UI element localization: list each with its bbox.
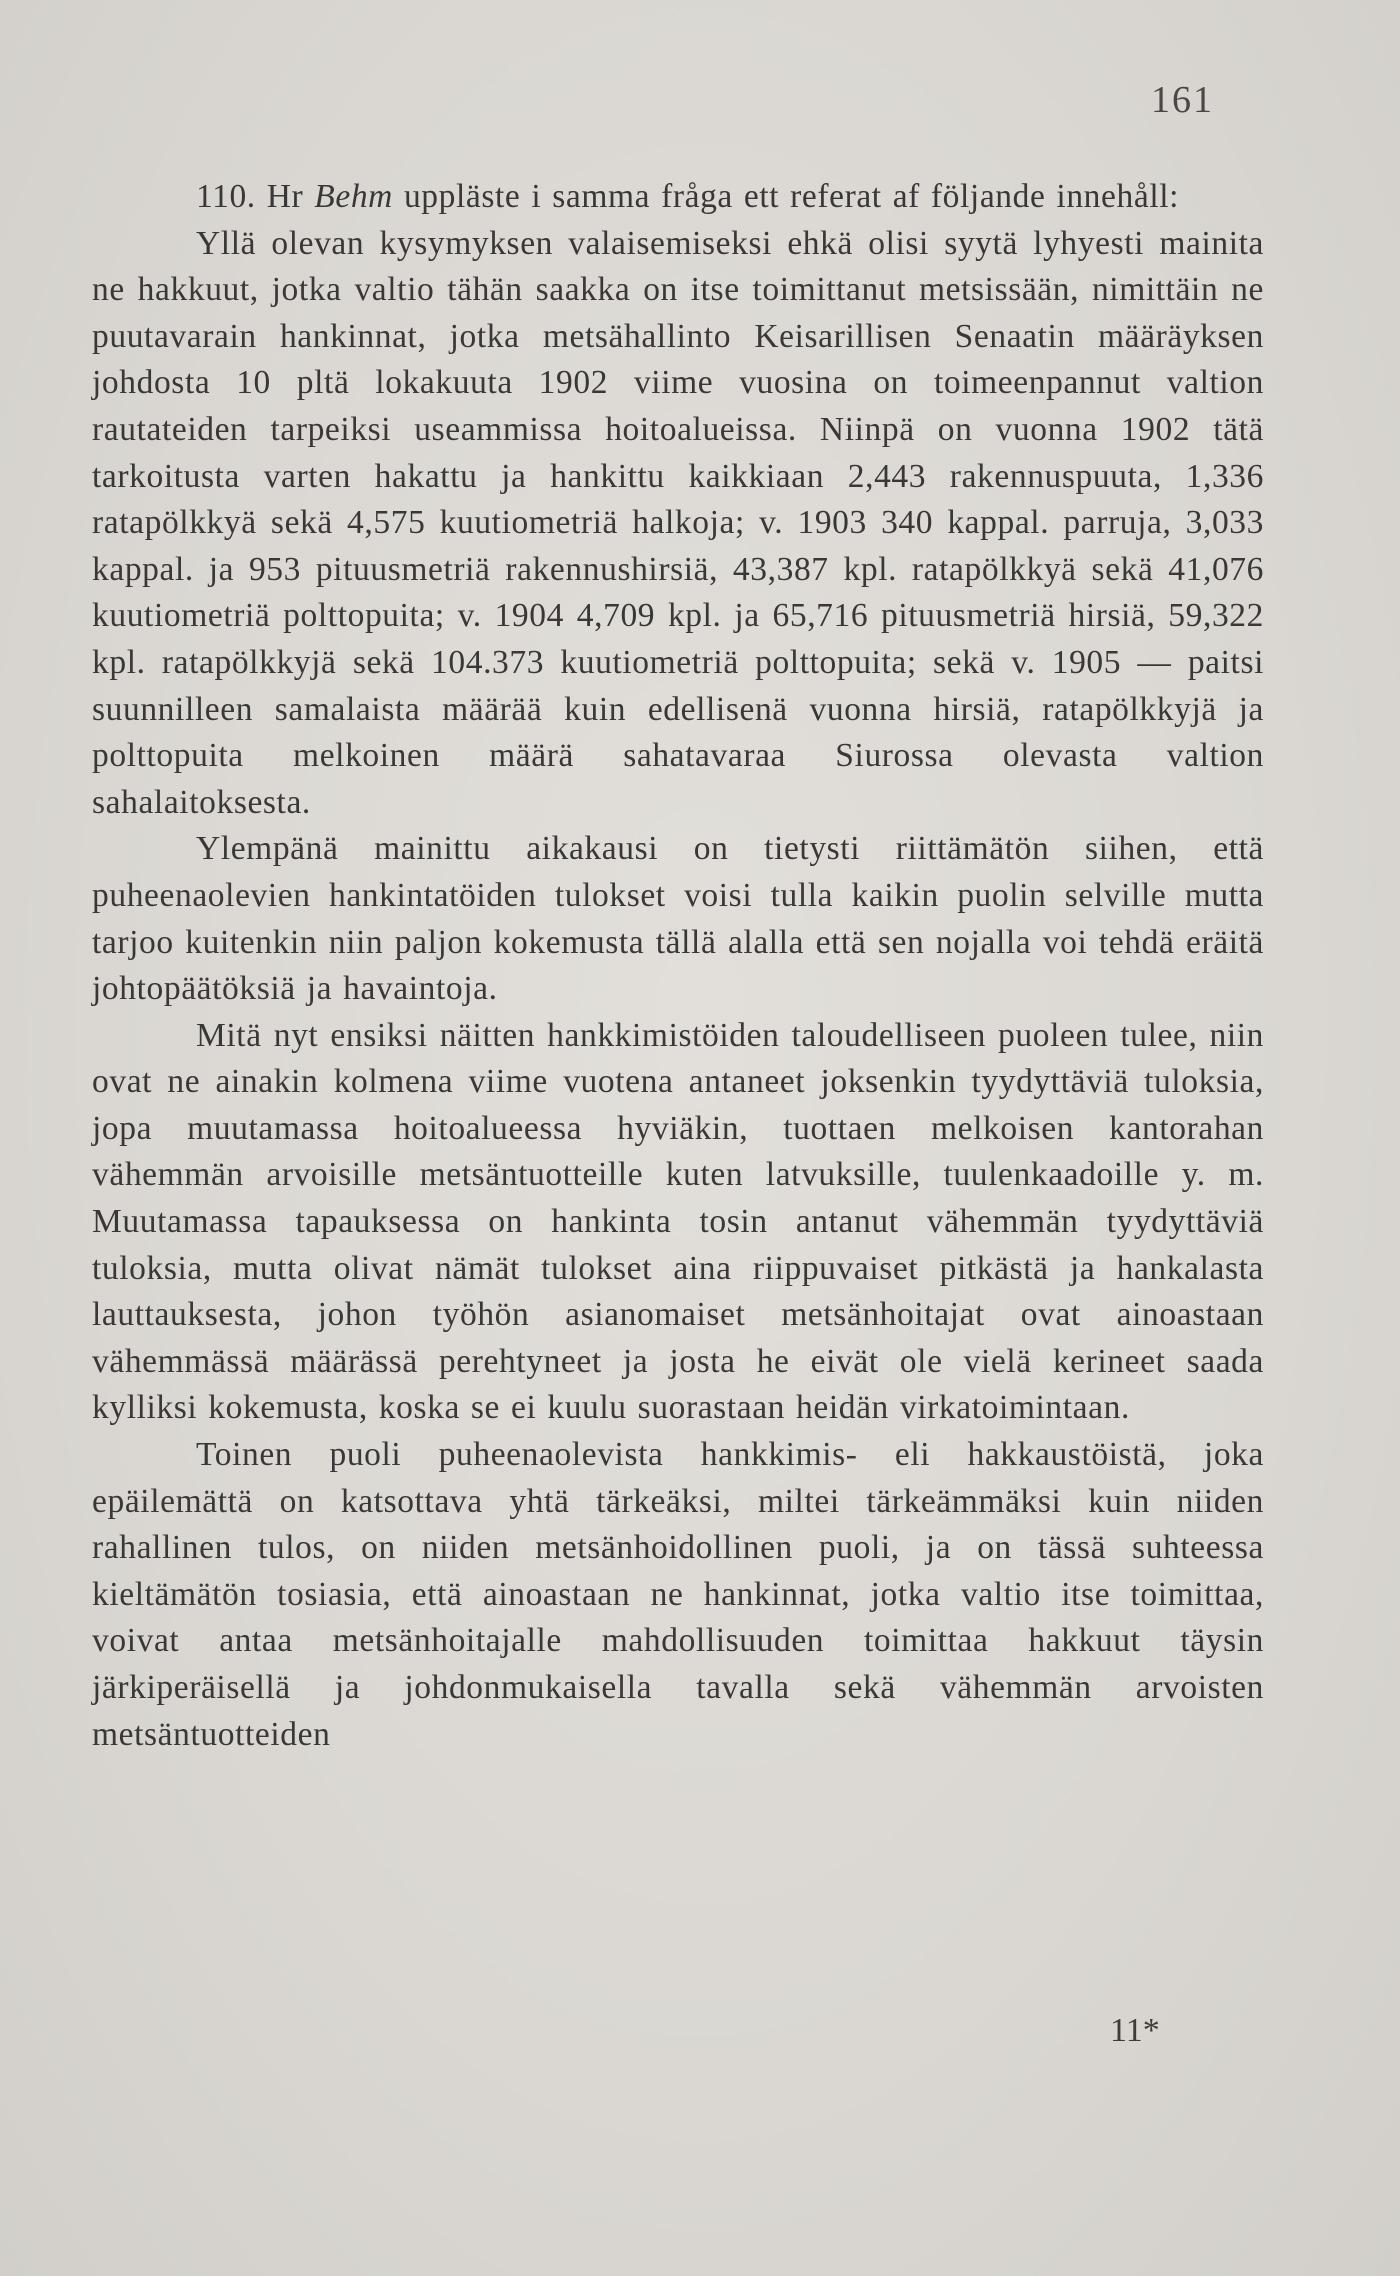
paragraph-2: Yllä olevan kysymyksen valaisemiseksi ehkä olisi syytä lyhyesti mainita ne hakkuut, jotka valtio tähän saakka on itse toimittanut metsissään, nimittäin ne puutavarain hankinnat, jotka metsähallinto Keisarillisen Senaatin määräyksen johdosta 10 pltä lokakuuta 1902 viime vuosina on toimeenpannut valtion rautateiden tarpeiksi useammissa hoitoalueissa. Niinpä on vuonna 1902 tätä tarkoitusta varten hakattu ja hankittu kaikkiaan 2,443 rakennuspuuta, 1,336 ratapölkkyä sekä 4,575 kuutiometriä halkoja; v. 1903 340 kappal. parruja, 3,033 kappal. ja 953 pituusmetriä rakennushirsiä, 43,387 kpl. ratapölkkyä sekä 41,076 kuutiometriä polttopuita; v. 1904 4,709 kpl. ja 65,716 pituusmetriä hirsiä, 59,322 kpl. ratapölkkyjä sekä 104.373 kuutiometriä polttopuita; sekä v. 1905 — paitsi suunnilleen samalaista määrää kuin edellisenä vuonna hirsiä, ratapölkkyjä ja polttopuita melkoinen määrä sahatavaraa Siurossa olevasta valtion sahalaitoksesta. — [92, 224, 1264, 821]
page-number: 161 — [1151, 79, 1214, 121]
paragraph-3: Ylempänä mainittu aikakausi on tietysti riittämätön siihen, että puheenaolevien hankintatöiden tulokset voisi tulla kaikin puolin selville mutta tarjoo kuitenkin niin paljon kokemusta tällä alalla että sen nojalla voi tehdä eräitä johtopäätöksiä ja havaintoja. — [92, 830, 1264, 1008]
body-text — [92, 174, 1264, 1758]
paragraph-4: Mitä nyt ensiksi näitten hankkimistöiden taloudelliseen puoleen tulee, niin ovat ne ainakin kolmena viime vuotena antaneet joksenkin tyydyttäviä tuloksia, jopa muutamassa hoitoalueessa hyviäkin, tuottaen melkoisen kantorahan vähemmän arvoisille metsäntuotteille kuten latvuksille, tuulenkaadoille y. m. Muutamassa tapauksessa on hankinta tosin antanut vähemmän tyydyttäviä tuloksia, mutta olivat nämät tulokset aina riippuvaiset pitkästä ja hankalasta lauttauksesta, johon työhön asianomaiset metsänhoitajat ovat ainoastaan vähemmässä määrässä perehtyneet ja josta he eivät ole vielä kerineet saada kylliksi kokemusta, koska se ei kuulu suorastaan heidän virkatoimintaan. — [92, 1016, 1264, 1427]
paragraph-1 — [92, 174, 1264, 221]
paragraph-1-prefix: 110. Hr — [196, 178, 315, 215]
paragraph-1-text: uppläste i samma fråga ett referat af följande innehåll: — [392, 178, 1180, 215]
signature-mark: 11* — [1110, 2012, 1160, 2049]
paragraph-5: Toinen puoli puheenaolevista hankkimis- eli hakkaustöistä, joka epäilemättä on katsottava yhtä tärkeäksi, miltei tärkeämmäksi kuin niiden rahallinen tulos, on niiden metsänhoidollinen puoli, ja on tässä suhteessa kieltämätön tosiasia, että ainoastaan ne hankinnat, jotka valtio itse toimittaa, voivat antaa metsänhoitajalle mahdollisuuden toimittaa hakkuut täysin järkiperäisellä ja johdonmukaisella tavalla sekä vähemmän arvoisten metsäntuotteiden — [92, 1436, 1264, 1753]
speaker-name: Behm — [314, 178, 393, 215]
